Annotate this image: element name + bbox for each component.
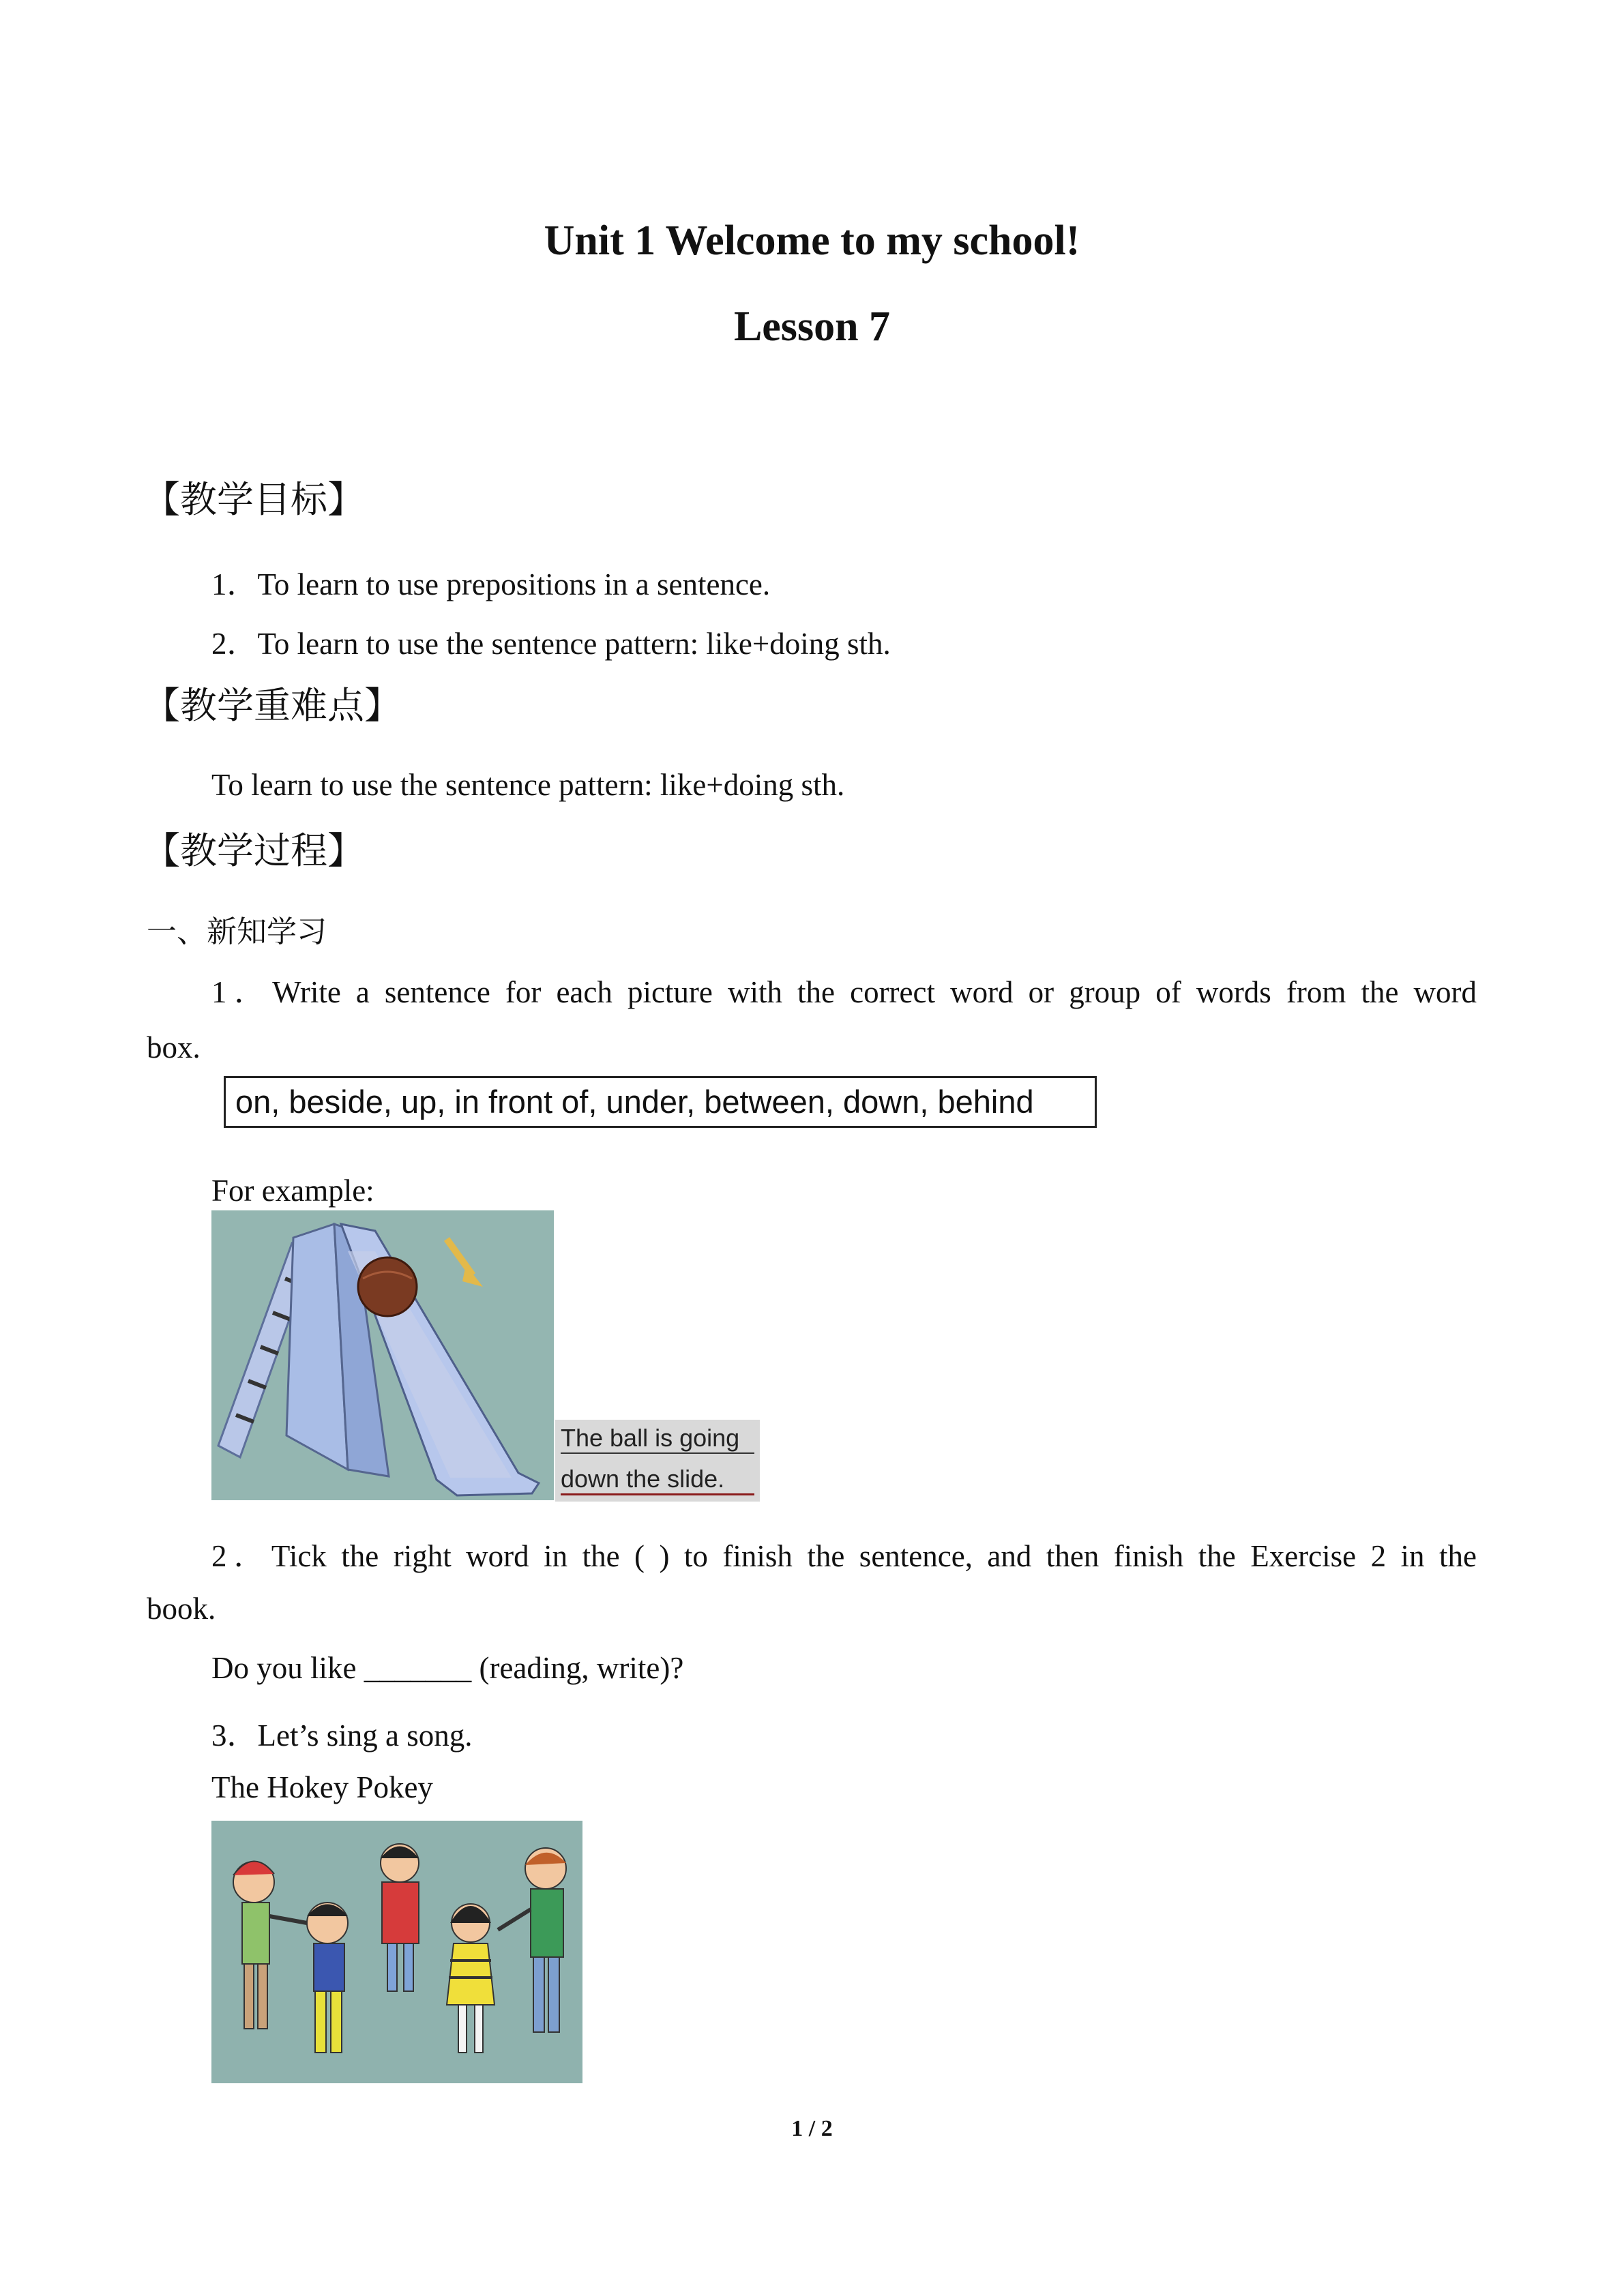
caption-line: down the slide.: [561, 1465, 754, 1495]
children-dancing-picture: [211, 1821, 582, 2083]
caption-line: The ball is going: [561, 1424, 754, 1454]
exercise3-instruction: 3．Let’s sing a song.: [211, 1718, 473, 1753]
goal-item: 1．To learn to use prepositions in a sentence.: [211, 567, 771, 601]
page-number: 1 / 2: [791, 2116, 833, 2141]
exercise2-instruction-cont: book.: [147, 1592, 216, 1626]
exercise1-instruction-cont: box.: [147, 1030, 201, 1064]
example-label: For example:: [211, 1174, 374, 1208]
exercise2-instruction: 2．Tick the right word in the ( ) to finish the sentence, and then finish the Exercise 2 in the: [211, 1539, 1477, 1573]
exercise2-question: Do you like _______ (reading, write)?: [211, 1651, 684, 1685]
goals-heading: 【教学目标】: [143, 478, 364, 521]
exercise1-instruction: 1．Write a sentence for each picture with the correct word or group of words from the word: [211, 975, 1477, 1009]
lesson-title: Lesson 7: [733, 303, 891, 350]
song-title: The Hokey Pokey: [211, 1770, 433, 1804]
word-box: on, beside, up, in front of, under, between, down, behind: [224, 1076, 1097, 1128]
goal-item: 2．To learn to use the sentence pattern: like+doing sth.: [211, 627, 891, 661]
example-caption: [555, 1420, 760, 1502]
process-heading: 【教学过程】: [143, 829, 364, 872]
part-one-heading: 一、新知学习: [147, 914, 327, 949]
slide-ball-picture: [211, 1210, 554, 1500]
key-points-heading: 【教学重难点】: [143, 684, 401, 727]
document-title: Unit 1 Welcome to my school!: [544, 218, 1080, 264]
ball-icon: [358, 1257, 417, 1316]
key-points-text: To learn to use the sentence pattern: like+doing sth.: [211, 768, 845, 802]
